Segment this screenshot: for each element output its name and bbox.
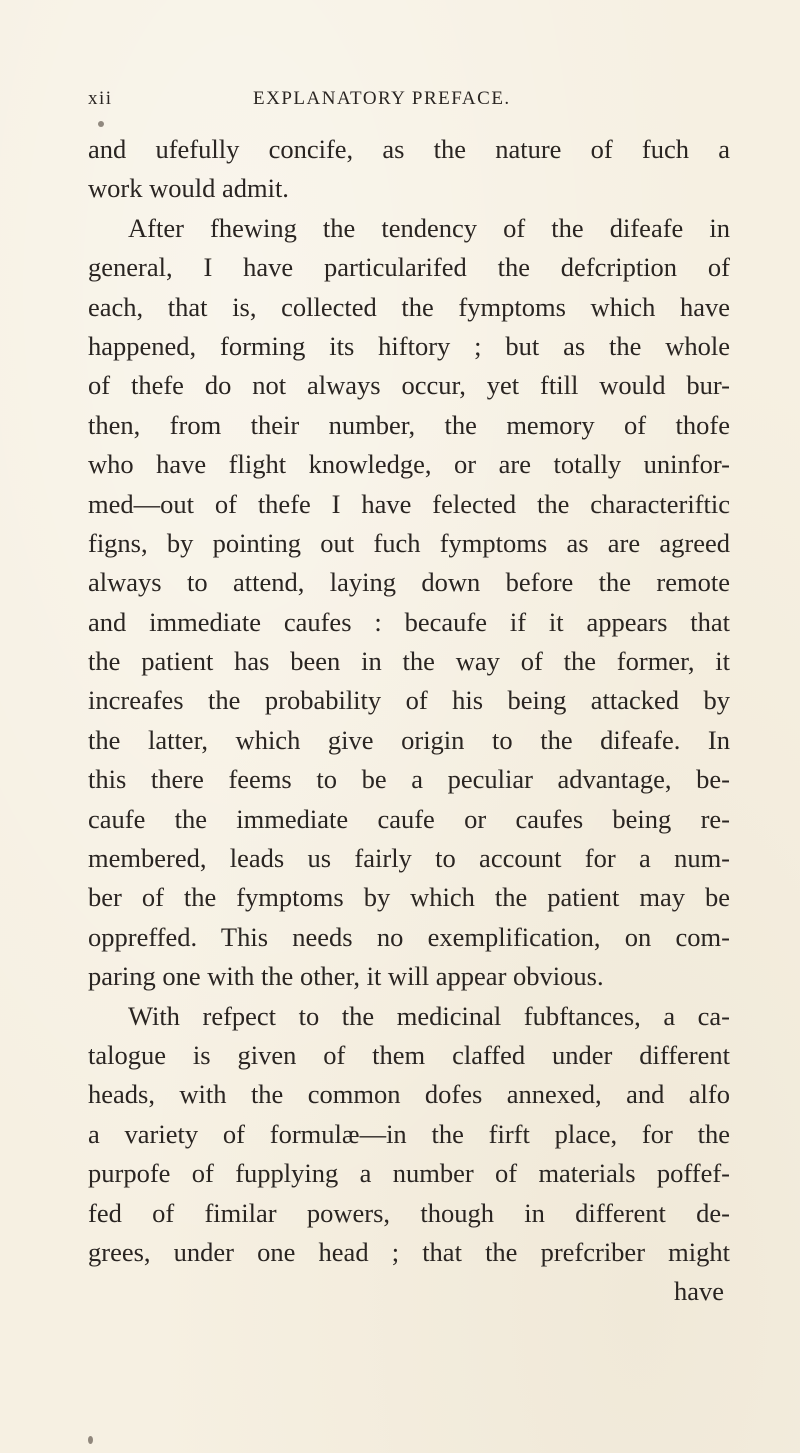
text-line: this there feems to be a peculiar advantage, be- [88,764,730,795]
text-line: general, I have particularifed the defcription of [88,252,730,283]
text-line: purpofe of fupplying a number of materials poffef- [88,1158,730,1189]
text-line: work would admit. [88,173,289,204]
text-line: membered, leads us fairly to account for a num- [88,843,730,874]
text-line: and immediate caufes : becaufe if it appears that [88,606,730,637]
text-line: increafes the probability of his being attacked by [88,685,730,716]
text-line: figns, by pointing out fuch fymptoms as are agreed [88,527,730,558]
text-line: who have flight knowledge, or are totally uninfor- [88,449,730,480]
text-line: and ufefully concife, as the nature of fuch a [88,134,730,164]
text-line: a variety of formulæ—in the firft place, for the [88,1118,730,1149]
text-line: of thefe do not always occur, yet ftill would bur- [88,370,730,401]
text-line: heads, with the common dofes annexed, and alfo [88,1079,730,1110]
ink-speck [88,1436,93,1444]
page-number: xii [88,88,113,109]
text-line: the patient has been in the way of the former, it [88,646,730,677]
text-line: fed of fimilar powers, though in different de- [88,1197,730,1228]
body-text [88,130,730,1312]
paragraph-start-line: With refpect to the medicinal fubftances, a ca- [128,1000,730,1031]
text-line: happened, forming its hiftory ; but as the whole [88,330,730,361]
text-line: ber of the fymptoms by which the patient may be [88,882,730,913]
text-line: oppreffed. This needs no exemplification, on com- [88,921,730,952]
text-line: talogue is given of them claffed under different [88,1039,730,1070]
text-line: grees, under one head ; that the prefcriber might [88,1236,730,1267]
ink-speck [98,121,104,127]
text-line: the latter, which give origin to the difeafe. In [88,724,730,755]
catchword: have [673,1276,724,1307]
text-line: caufe the immediate caufe or caufes being re- [88,803,730,834]
text-line: paring one with the other, it will appear obvious. [88,961,604,992]
text-line: always to attend, laying down before the remote [88,567,730,598]
text-line: med—out of thefe I have felected the characteriftic [88,488,730,519]
paragraph-start-line: After fhewing the tendency of the difeafe in [128,212,730,243]
page-header [88,88,728,118]
running-title: EXPLANATORY PREFACE. [253,88,511,109]
text-line: then, from their number, the memory of thofe [88,409,730,440]
text-line: each, that is, collected the fymptoms which have [88,291,730,322]
